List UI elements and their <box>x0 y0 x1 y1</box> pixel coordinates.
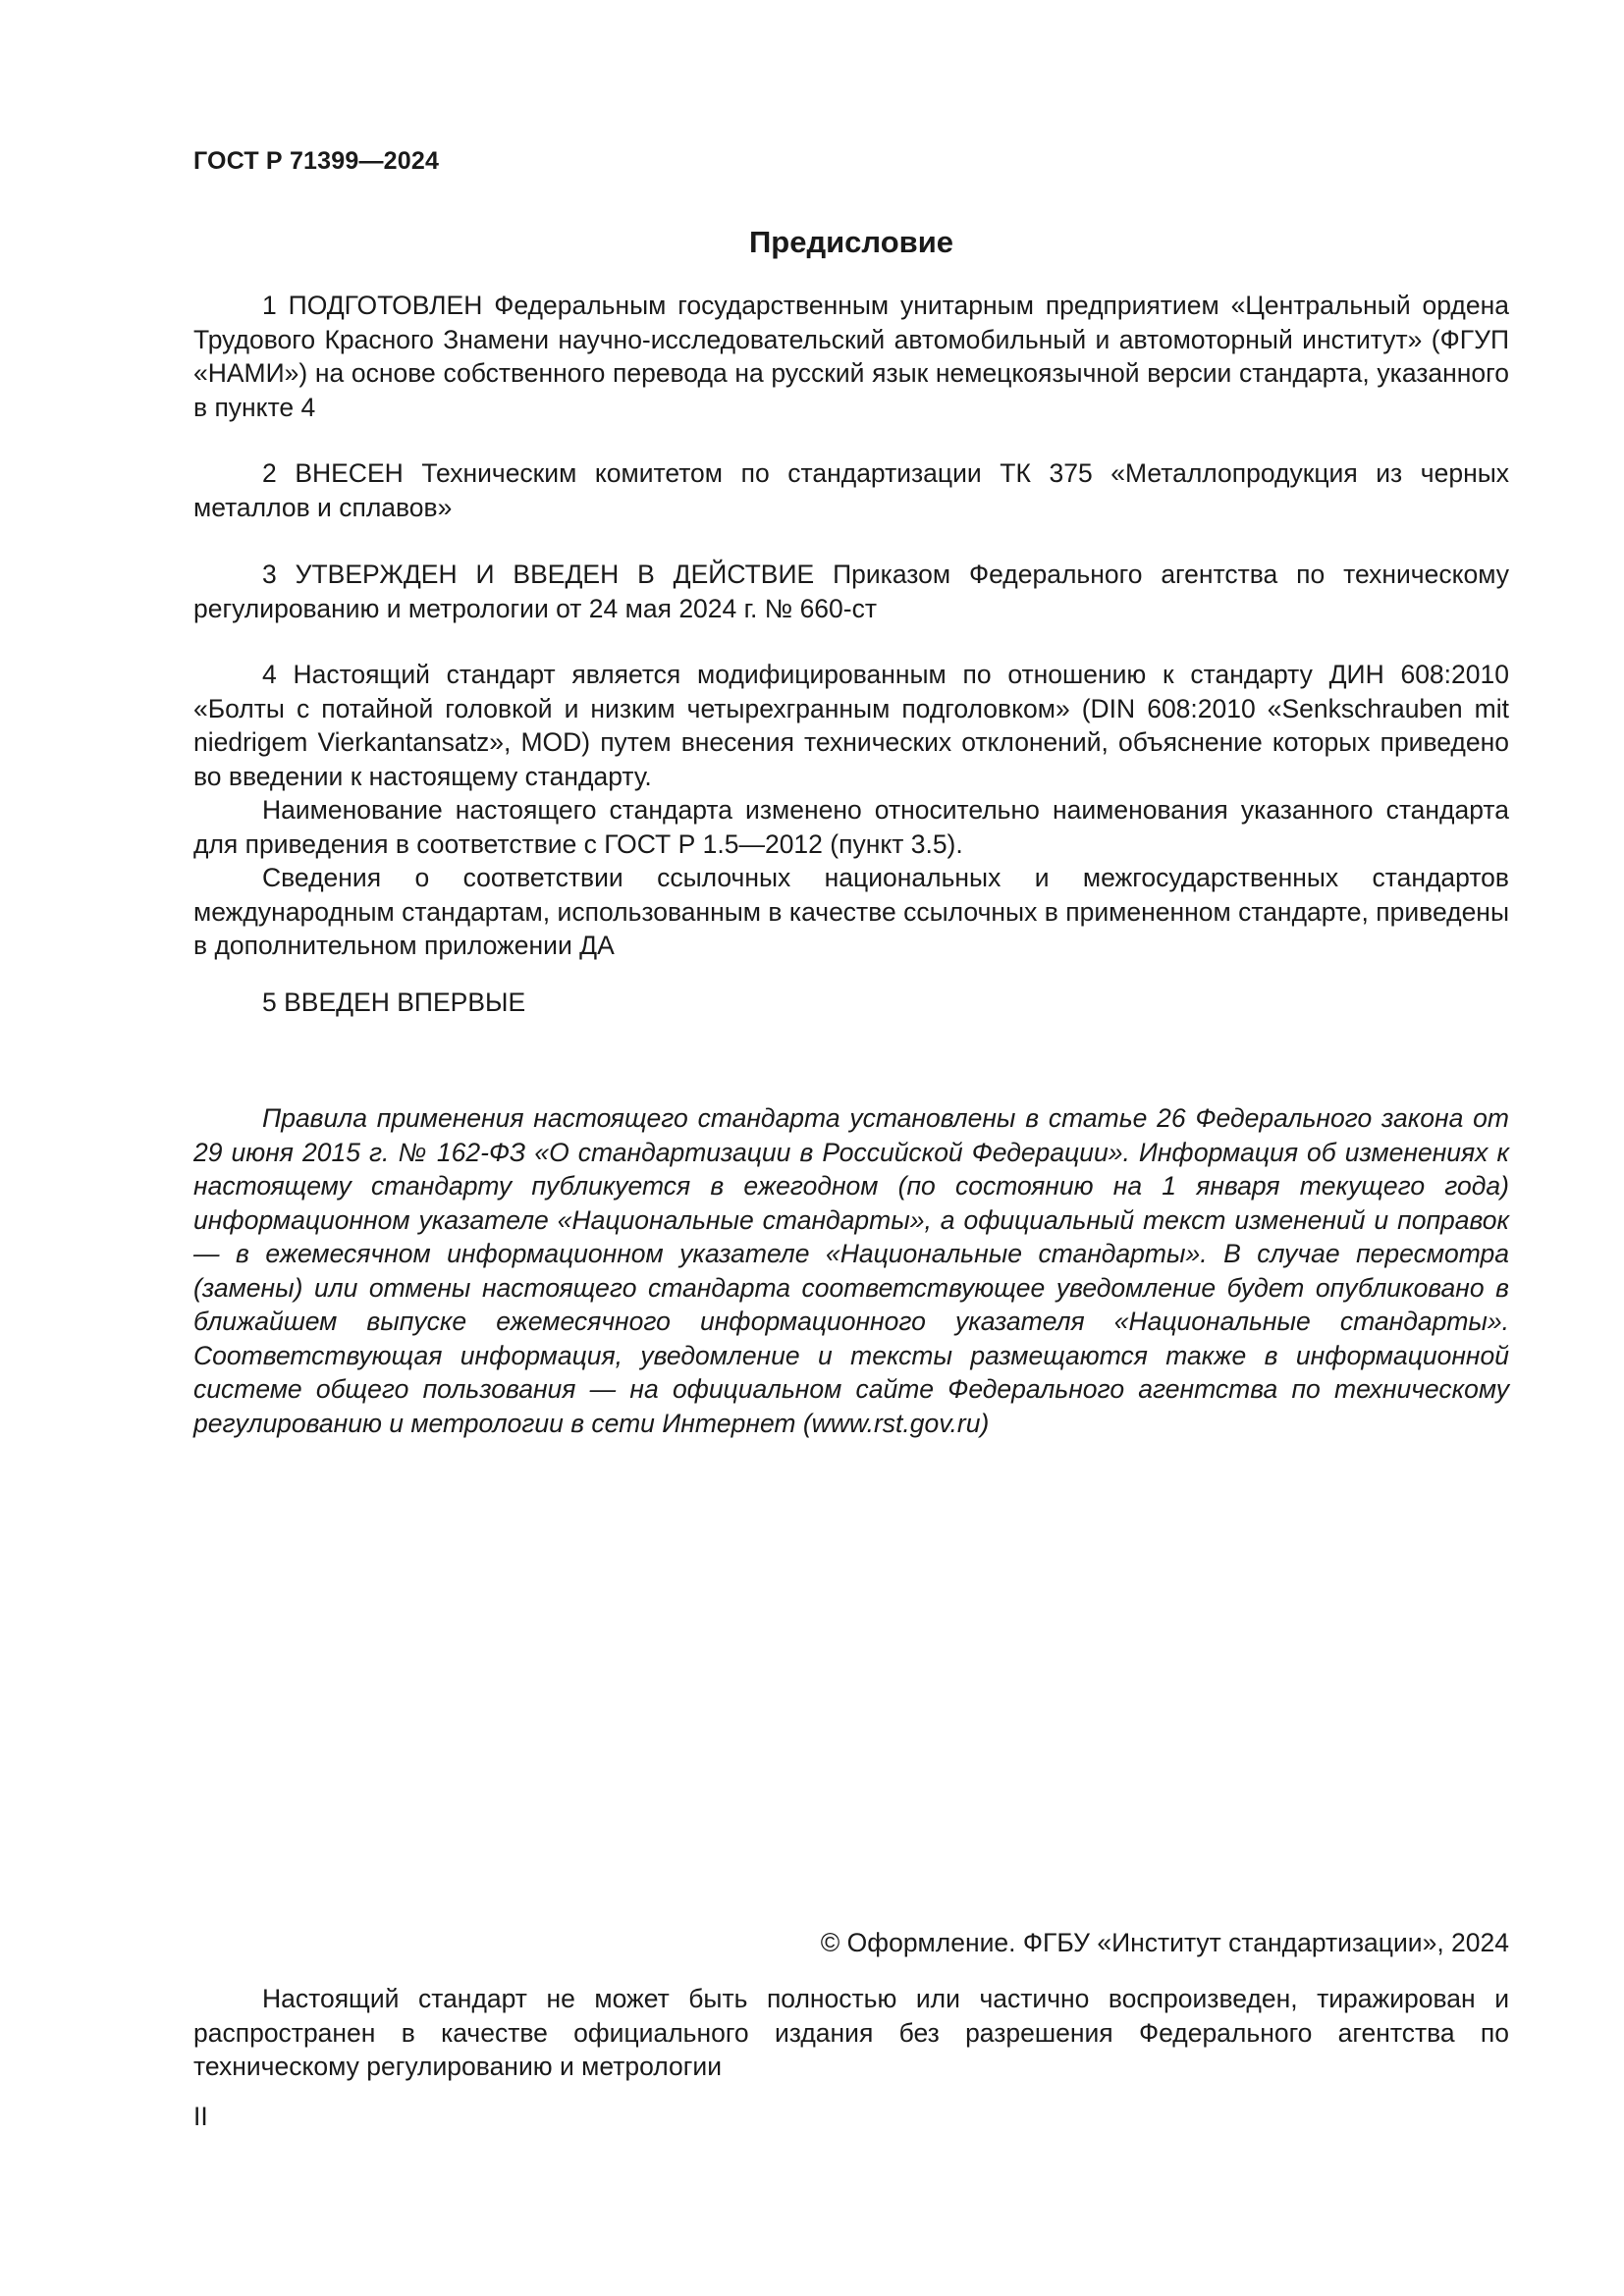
page-number: II <box>193 2102 208 2131</box>
foreword-paragraph-1: 1 ПОДГОТОВЛЕН Федеральным государственным унитарным предприятием «Центральный ордена Трудового Красного Знамени научно-исследовательский автомобильный и автомоторный институт» (ФГУП «НАМИ») на основе собственного перевода на русский язык немецкоязычной версии стандарта, указанного в пункте 4 <box>193 291 1509 422</box>
document-header: ГОСТ Р 71399—2024 <box>193 147 440 175</box>
foreword-section-4 <box>193 658 1509 963</box>
foreword-section-2 <box>193 456 1509 524</box>
foreword-paragraph-4-references: Сведения о соответствии ссылочных национальных и межгосударственных стандартов международным стандартам, использованным в качестве ссылочных в примененном стандарте, приведены в дополнительном приложении ДА <box>193 863 1509 960</box>
foreword-paragraph-4: 4 Настоящий стандарт является модифицированным по отношению к стандарту ДИН 608:2010 «Болты с потайной головкой и низким четырехгранным подголовком» (DIN 608:2010 «Senkschrauben mit niedrigem Vierkantansatz», MOD) путем внесения технических отклонений, объяснение которых приведено во введении к настоящему стандарту. <box>193 660 1509 791</box>
copyright-line: © Оформление. ФГБУ «Институт стандартизации», 2024 <box>820 1928 1509 1957</box>
reproduction-restriction: Настоящий стандарт не может быть полностью или частично воспроизведен, тиражирован и распространен в качестве официального издания без разрешения Федерального агентства по техническому регулированию и метрологии <box>193 1984 1509 2081</box>
application-rules-notice: Правила применения настоящего стандарта установлены в статье 26 Федерального закона от 29 июня 2015 г. № 162-ФЗ «О стандартизации в Российской Федерации». Информация об изменениях к настоящему стандарту публикуется в ежегодном (по состоянию на 1 января текущего года) информационном указателе «Национальные стандарты», а официальный текст изменений и поправок — в ежемесячном информационном указателе «Национальные стандарты». В случае пересмотра (замены) или отмены настоящего стандарта соответствующее уведомление будет опубликовано в ближайшем выпуске ежемесячного информационного указателя «Национальные стандарты». Соответствующая информация, уведомление и тексты размещаются также в информационной системе общего пользования — на официальном сайте Федерального агентства по техническому регулированию и метрологии в сети Интернет (www.rst.gov.ru) <box>193 1103 1509 1438</box>
foreword-paragraph-4-name-change: Наименование настоящего стандарта изменено относительно наименования указанного стандарта для приведения в соответствие с ГОСТ Р 1.5—2012 (пункт 3.5). <box>193 795 1509 859</box>
page-title: Предисловие <box>748 225 953 259</box>
foreword-section-1 <box>193 289 1509 424</box>
foreword-paragraph-2: 2 ВНЕСЕН Техническим комитетом по стандартизации ТК 375 «Металлопродукция из черных металлов и сплавов» <box>193 458 1509 522</box>
foreword-paragraph-3: 3 УТВЕРЖДЕН И ВВЕДЕН В ДЕЙСТВИЕ Приказом Федерального агентства по техническому регулированию и метрологии от 24 мая 2024 г. № 660-ст <box>193 560 1509 623</box>
foreword-section-5 <box>193 986 1509 1020</box>
foreword-paragraph-5: 5 ВВЕДЕН ВПЕРВЫЕ <box>262 988 526 1017</box>
foreword-section-3 <box>193 558 1509 625</box>
